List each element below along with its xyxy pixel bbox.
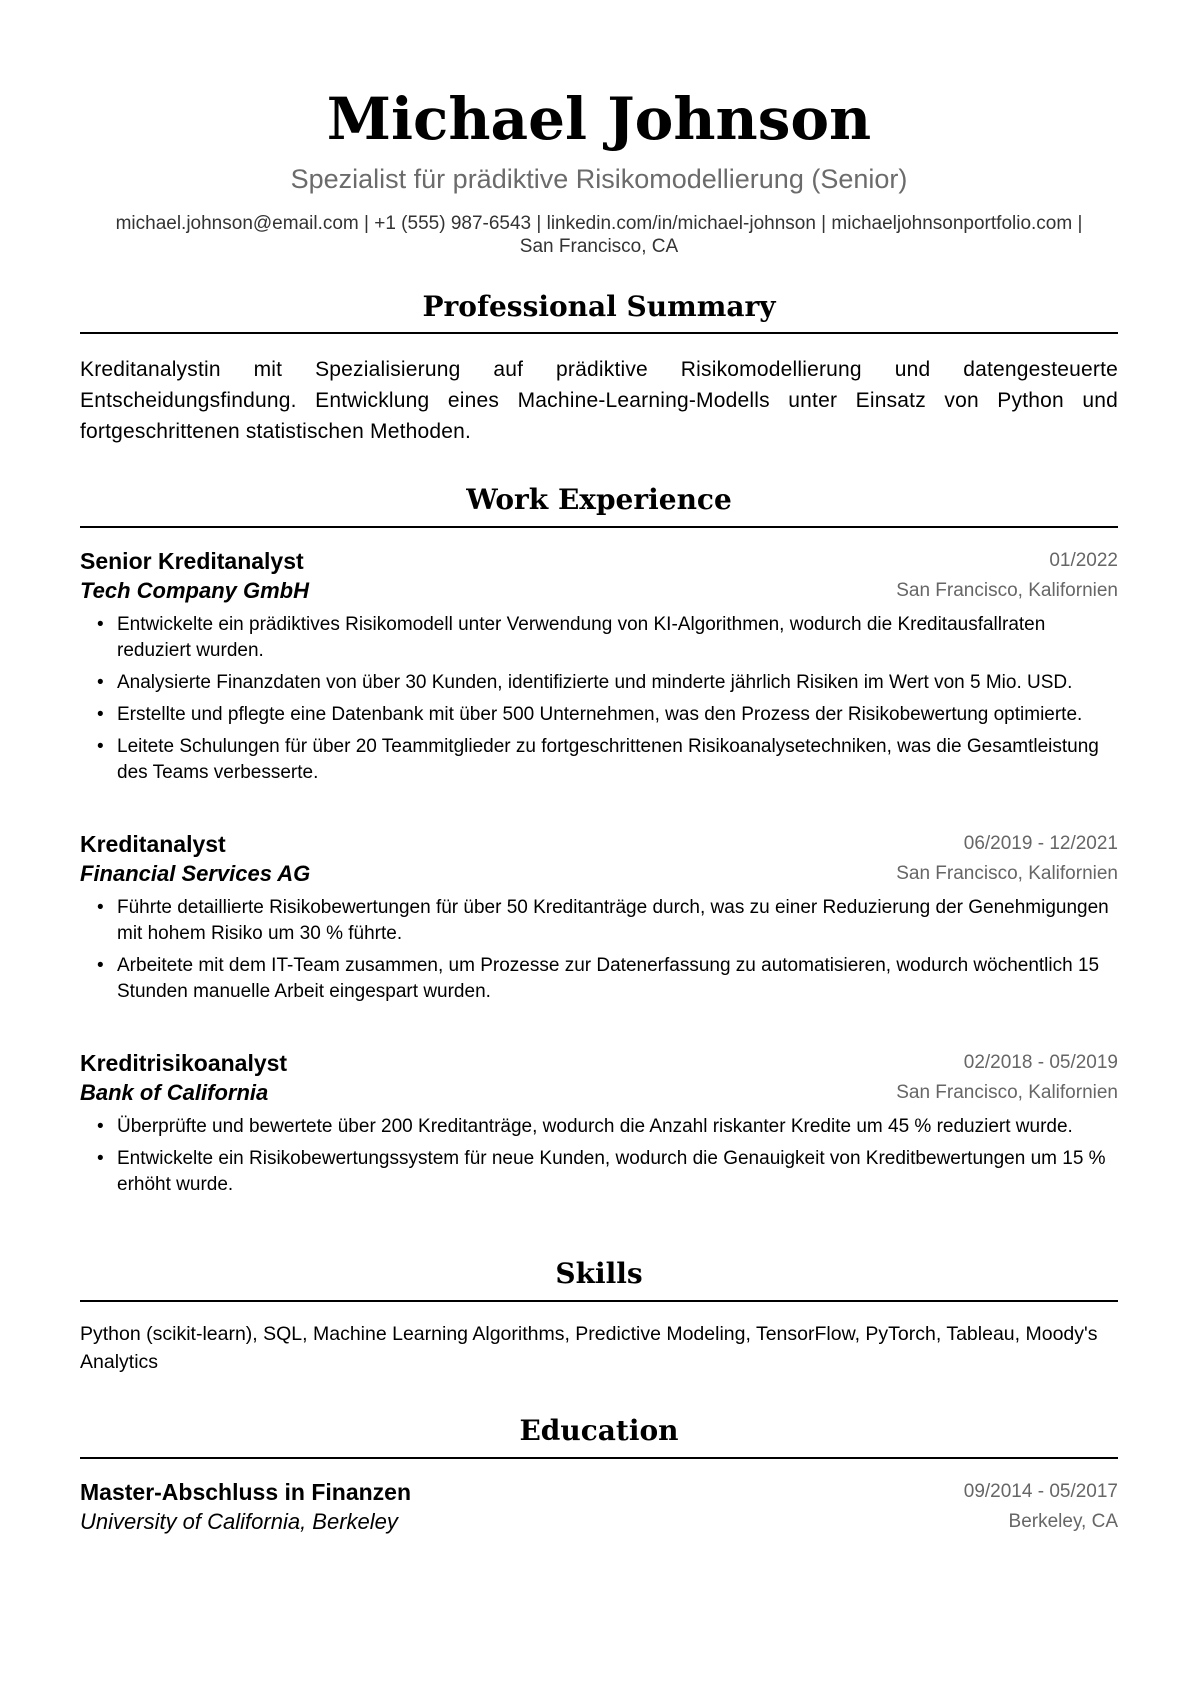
job-entry (80, 546, 1118, 792)
job-bullets (80, 612, 1118, 786)
education-location: Berkeley, CA (1008, 1511, 1118, 1532)
skills-divider (80, 1300, 1118, 1302)
bullet-item: • Analysierte Finanzdaten von über 30 Kunden, identifizierte und minderte jährlich Risiken im Wert von 5 Mio. USD. (117, 670, 1118, 696)
summary-heading: Professional Summary (422, 290, 776, 323)
job-location: San Francisco, Kalifornien (896, 580, 1118, 601)
job-title: Kreditanalyst (80, 831, 226, 857)
job-company: Bank of California (80, 1080, 269, 1105)
experience-heading: Work Experience (466, 483, 732, 516)
education-heading: Education (519, 1414, 679, 1447)
education-divider (80, 1457, 1118, 1459)
bullet-item: • Überprüfte und bewertete über 200 Kreditanträge, wodurch die Anzahl riskanter Kredite um 45 % reduziert wurde. (117, 1114, 1118, 1140)
job-entry (80, 1048, 1118, 1204)
skills-text: Python (scikit-learn), SQL, Machine Learning Algorithms, Predictive Modeling, TensorFlow, PyTorch, Tableau, Moody's Analytics (80, 1323, 1098, 1373)
bullet-item: • Arbeitete mit dem IT-Team zusammen, um Prozesse zur Datenerfassung zu automatisieren, wodurch wöchentlich 15 Stunden manuelle Arbeit eingespart wurden. (117, 953, 1118, 1005)
job-location: San Francisco, Kalifornien (896, 863, 1118, 884)
job-date: 02/2018 - 05/2019 (963, 1052, 1118, 1073)
job-location: San Francisco, Kalifornien (896, 1082, 1118, 1103)
education-degree: Master-Abschluss in Finanzen (80, 1479, 412, 1505)
job-bullets (80, 1114, 1118, 1198)
job-company: Tech Company GmbH (80, 578, 309, 603)
job-company: Financial Services AG (80, 861, 311, 886)
job-date: 01/2022 (1049, 550, 1118, 571)
summary-divider (80, 332, 1118, 334)
job-bullets (80, 895, 1118, 1005)
education-date: 09/2014 - 05/2017 (963, 1481, 1118, 1502)
education-entry (80, 1477, 1118, 1537)
job-entry (80, 829, 1118, 1011)
bullet-item: • Erstellte und pflegte eine Datenbank mit über 500 Unternehmen, was den Prozess der Risikobewertung optimierte. (117, 702, 1118, 728)
job-date: 06/2019 - 12/2021 (963, 833, 1118, 854)
job-title: Kreditrisikoanalyst (80, 1050, 288, 1076)
summary-text: Kreditanalystin mit Spezialisierung auf prädiktive Risikomodellierung und datengesteuerte Entscheidungsfindung. Entwicklung eines Machine-Learning-Modells unter Einsatz von Python und fortgeschrittenen statistischen Methoden. (80, 358, 1118, 443)
contact-info (80, 212, 1118, 258)
bullet-item: • Entwickelte ein prädiktives Risikomodell unter Verwendung von KI-Algorithmen, wodurch die Kreditausfallraten reduziert wurden. (117, 612, 1118, 664)
bullet-item: • Entwickelte ein Risikobewertungssystem für neue Kunden, wodurch die Genauigkeit von Kreditbewertungen um 15 % erhöht wurde. (117, 1146, 1118, 1198)
bullet-item: • Führte detaillierte Risikobewertungen für über 50 Kreditanträge durch, was zu einer Reduzierung der Genehmigungen mit hohem Risiko um 30 % führte. (117, 895, 1118, 947)
contact-line-2: San Francisco, CA (519, 236, 679, 257)
experience-divider (80, 526, 1118, 528)
bullet-item: • Leitete Schulungen für über 20 Teammitglieder zu fortgeschrittenen Risikoanalysetechniken, was die Gesamtleistung des Teams verbesserte. (117, 734, 1118, 786)
candidate-subtitle: Spezialist für prädiktive Risikomodellierung (Senior) (290, 164, 908, 194)
candidate-name: Michael Johnson (326, 85, 872, 153)
contact-line-1: michael.johnson@email.com | +1 (555) 987-6543 | linkedin.com/in/michael-johnson | michaeljohnsonportfolio.com | (115, 213, 1083, 234)
job-title: Senior Kreditanalyst (80, 548, 304, 574)
skills-heading: Skills (555, 1257, 643, 1290)
education-school: University of California, Berkeley (80, 1509, 398, 1534)
